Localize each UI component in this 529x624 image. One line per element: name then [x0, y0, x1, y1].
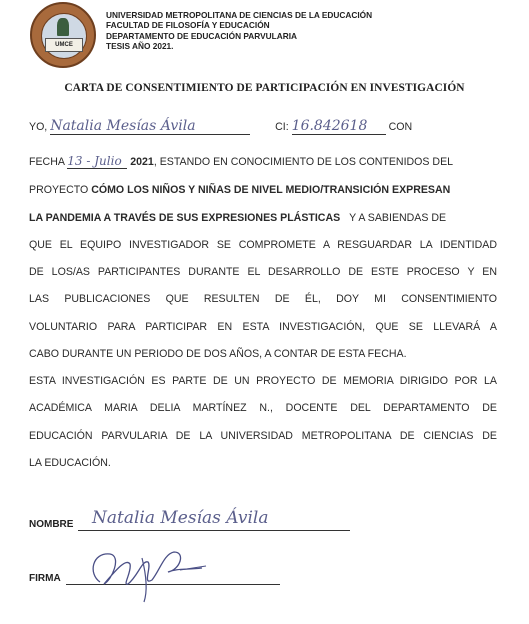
- consent-line-4: [29, 212, 497, 224]
- project-title-part1: CÓMO LOS NIÑOS Y NIÑAS DE NIVEL MEDIO/TRANSICIÓN EXPRESAN: [91, 184, 451, 196]
- name-field: [50, 118, 250, 135]
- consent-line-9: CABO DURANTE UN PERIODO DE DOS AÑOS, A CONTAR DE ESTA FECHA.: [29, 348, 407, 360]
- project-title-part2: LA PANDEMIA A TRAVÉS DE SUS EXPRESIONES PLÁSTICAS: [29, 212, 341, 224]
- department-name: DEPARTAMENTO DE EDUCACIÓN PARVULARIA: [106, 30, 297, 41]
- ci-handwritten: 16.842618: [291, 118, 368, 134]
- university-name: UNIVERSIDAD METROPOLITANA DE CIENCIAS DE LA EDUCACIÓN: [106, 10, 373, 20]
- consent-line-1: [29, 118, 497, 135]
- document-title: CARTA DE CONSENTIMIENTO DE PARTICIPACIÓN EN INVESTIGACIÓN: [64, 82, 465, 94]
- faculty-name: FACULTAD DE FILOSOFÍA Y EDUCACIÓN: [106, 20, 270, 31]
- nombre-label: NOMBRE: [29, 519, 74, 530]
- consent-line-13: LA EDUCACIÓN.: [29, 457, 111, 469]
- ci-label: CI:: [275, 121, 289, 133]
- year-value: 2021: [130, 156, 154, 168]
- seal-label: UMCE: [45, 38, 83, 52]
- line2-text: , ESTANDO EN CONOCIMIENTO DE LOS CONTENIDOS DEL: [153, 156, 454, 168]
- university-seal-logo: [30, 2, 96, 68]
- consent-line-11: ACADÉMICA MARIA DELIA MARTÍNEZ N., DOCENTE DEL DEPARTAMENTO DE: [29, 402, 497, 414]
- seal-tree-icon: [57, 18, 69, 36]
- fecha-label: FECHA: [29, 156, 65, 168]
- handwritten-signature: [82, 540, 212, 604]
- consent-line-3: [29, 184, 497, 196]
- yo-label: YO,: [29, 121, 48, 133]
- consent-line-10: ESTA INVESTIGACIÓN ES PARTE DE UN PROYECTO DE MEMORIA DIRIGIDO POR LA: [29, 375, 497, 387]
- consent-line-5: QUE EL EQUIPO INVESTIGADOR SE COMPROMETE A RESGUARDAR LA IDENTIDAD: [29, 239, 497, 251]
- line3-prefix: PROYECTO: [29, 184, 89, 196]
- consent-line-7: LAS PUBLICACIONES QUE RESULTEN DE ÉL, DOY MI CONSENTIMIENTO: [29, 293, 497, 305]
- ci-field: [292, 118, 386, 135]
- firma-label: FIRMA: [29, 573, 61, 584]
- consent-line-8: VOLUNTARIO PARA PARTICIPAR EN ESTA INVESTIGACIÓN, QUE SE LLEVARÁ A: [29, 321, 497, 333]
- line4-text: Y A SABIENDAS DE: [349, 212, 447, 224]
- con-text: CON: [388, 121, 413, 133]
- consent-line-2: [29, 154, 497, 169]
- fecha-handwritten: 13 - Julio: [67, 154, 122, 168]
- consent-line-12: EDUCACIÓN PARVULARIA DE LA UNIVERSIDAD METROPOLITANA DE CIENCIAS DE: [29, 430, 497, 442]
- nombre-line: [78, 530, 350, 531]
- institution-header: [106, 10, 372, 51]
- nombre-handwritten: Natalia Mesías Ávila: [92, 508, 269, 528]
- fecha-field: [67, 154, 127, 169]
- name-handwritten: Natalia Mesías Ávila: [50, 118, 196, 134]
- thesis-year: TESIS AÑO 2021.: [106, 40, 174, 51]
- consent-line-6: DE LOS/AS PARTICIPANTES DURANTE EL DESARROLLO DE ESTE PROCESO Y EN: [29, 266, 497, 278]
